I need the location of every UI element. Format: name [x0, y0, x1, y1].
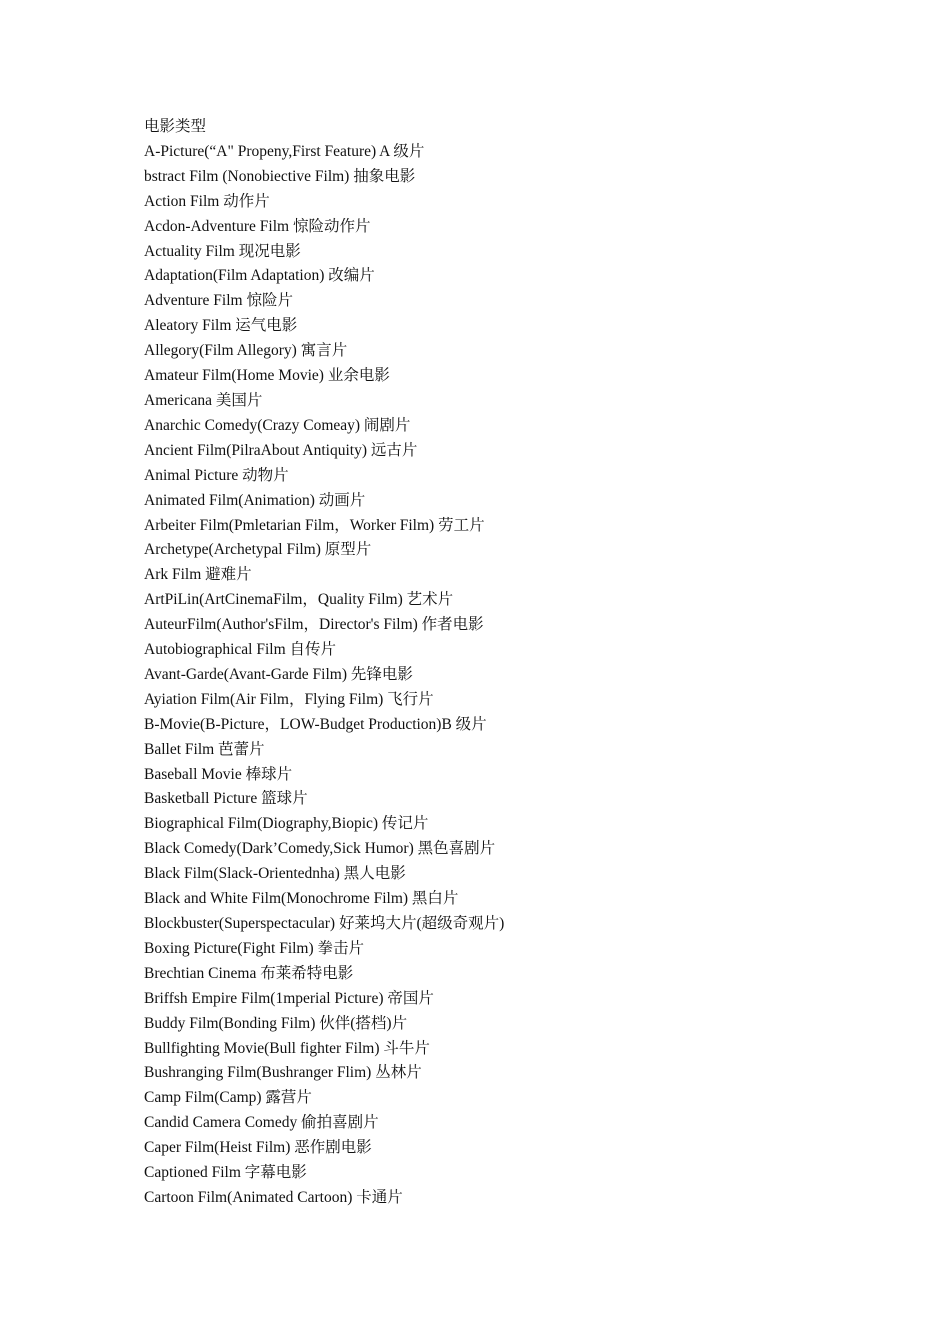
list-item: Baseball Movie 棒球片 [144, 765, 293, 783]
list-item: Camp Film(Camp) 露营片 [144, 1089, 312, 1107]
list-item: AuteurFilm(Author'sFilm，Director's Film) 作者电影 [144, 616, 484, 634]
document-title: 电影类型 [144, 118, 207, 135]
list-item: Ark Film 避难片 [144, 566, 252, 584]
list-item: Black and White Film(Monochrome Film) 黑白片 [144, 890, 459, 908]
list-item: Ayiation Film(Air Film，Flying Film) 飞行片 [144, 690, 434, 708]
list-item: Black Film(Slack-Orientednha) 黑人电影 [144, 865, 406, 883]
list-item: Ballet Film 芭蕾片 [144, 740, 265, 758]
list-item: Allegory(Film Allegory) 寓言片 [144, 342, 348, 360]
list-item: Acdon-Adventure Film 惊险动作片 [144, 217, 371, 235]
list-item: Brechtian Cinema 布莱希特电影 [144, 964, 354, 982]
list-item: Animal Picture 动物片 [144, 466, 289, 484]
list-item: Aleatory Film 运气电影 [144, 317, 298, 335]
document-body [144, 115, 844, 1211]
list-item: Actuality Film 现况电影 [144, 242, 301, 260]
list-item: Arbeiter Film(Pmletarian Film，Worker Film) 劳工片 [144, 516, 485, 534]
list-item: Basketball Picture 篮球片 [144, 790, 308, 808]
list-item: Adaptation(Film Adaptation) 改编片 [144, 267, 375, 285]
list-item: Bushranging Film(Bushranger Flim) 丛林片 [144, 1064, 422, 1082]
list-item: Blockbuster(Superspectacular) 好莱坞大片(超级奇观片) [144, 915, 505, 932]
list-item: Caper Film(Heist Film) 恶作剧电影 [144, 1139, 372, 1157]
list-item: Buddy Film(Bonding Film) 伙伴(搭档)片 [144, 1014, 408, 1032]
list-item: Bullfighting Movie(Bull fighter Film) 斗牛片 [144, 1039, 430, 1057]
list-item: Animated Film(Animation) 动画片 [144, 491, 366, 509]
list-item: Adventure Film 惊险片 [144, 292, 293, 310]
list-item: Anarchic Comedy(Crazy Comeay) 闹剧片 [144, 416, 411, 434]
list-item: Ancient Film(PilraAbout Antiquity) 远古片 [144, 441, 418, 459]
list-item: B-Movie(B-Picture，LOW-Budget Production)B 级片 [144, 715, 487, 733]
list-item: ArtPiLin(ArtCinemaFilm，Quality Film) 艺术片 [144, 591, 454, 609]
list-item: Autobiographical Film 自传片 [144, 641, 337, 659]
list-item: Biographical Film(Diography,Biopic) 传记片 [144, 815, 429, 833]
list-item: Amateur Film(Home Movie) 业余电影 [144, 367, 390, 385]
list-item: Action Film 动作片 [144, 192, 270, 210]
list-item: Americana 美国片 [144, 391, 263, 409]
list-item: Briffsh Empire Film(1mperial Picture) 帝国片 [144, 989, 434, 1007]
list-item: Candid Camera Comedy 偷拍喜剧片 [144, 1114, 379, 1132]
list-item: Boxing Picture(Fight Film) 拳击片 [144, 939, 365, 957]
list-item: Captioned Film 字幕电影 [144, 1164, 307, 1182]
list-item: Black Comedy(Dark’Comedy,Sick Humor) 黑色喜剧片 [144, 840, 496, 858]
list-item: Avant-Garde(Avant-Garde Film) 先锋电影 [144, 665, 413, 683]
list-item: bstract Film (Nonobiective Film) 抽象电影 [144, 167, 416, 185]
list-item: Cartoon Film(Animated Cartoon) 卡通片 [144, 1188, 403, 1206]
list-item: A-Picture(“A" Propeny,First Feature) A 级片 [144, 142, 425, 160]
list-item: Archetype(Archetypal Film) 原型片 [144, 541, 372, 559]
